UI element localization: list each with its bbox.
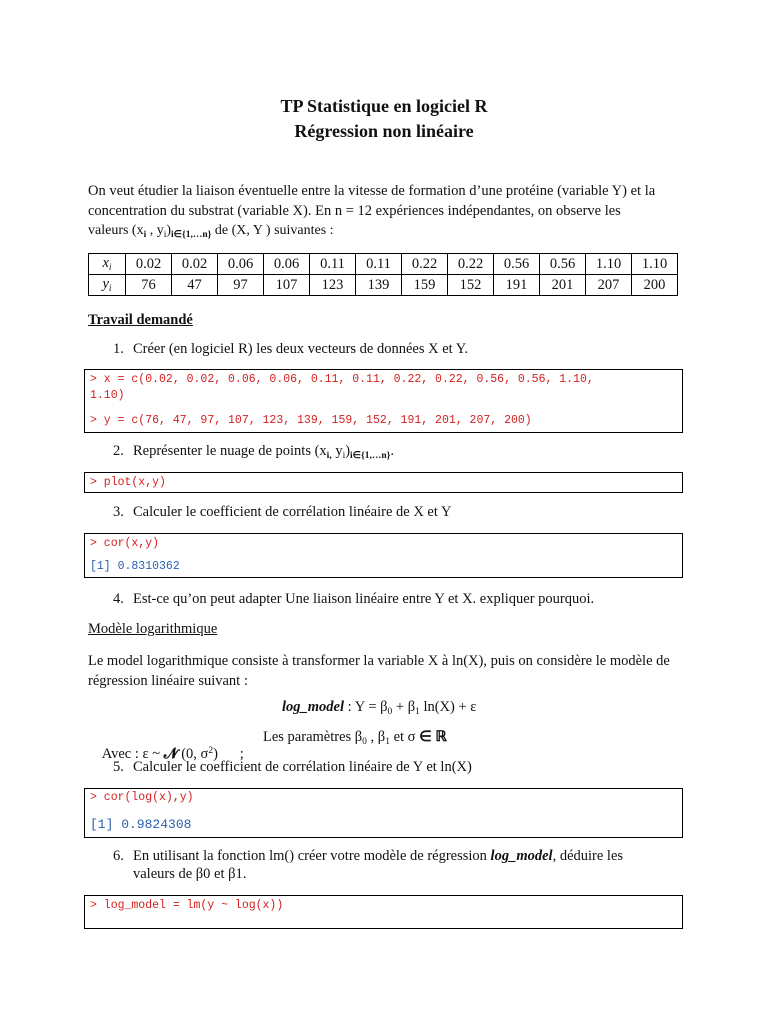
x-cell: 0.02 — [126, 254, 172, 275]
x-cell: 0.06 — [264, 254, 310, 275]
document-subtitle: Régression non linéaire — [294, 121, 474, 141]
intro-line-3 — [88, 221, 680, 245]
code-line: > cor(x,y) — [90, 537, 160, 550]
section-heading-travail: Travail demandé — [88, 312, 193, 328]
x-cell: 0.22 — [402, 254, 448, 275]
y-sub: i — [108, 284, 112, 294]
equation-text: + β — [392, 699, 416, 715]
question-6-line-1 — [133, 848, 680, 865]
item-number: 6. — [113, 848, 124, 864]
parameters-line — [263, 729, 447, 747]
y-cell: 97 — [218, 275, 264, 296]
question-4: Est-ce qu’on peut adapter Une liaison linéaire entre Y et X. expliquer pourquoi. — [133, 591, 595, 607]
intro-line-2: concentration du substrat (variable X). En n = 12 expériences indépendantes, on observe les — [88, 203, 621, 219]
code-line: > plot(x,y) — [90, 476, 166, 489]
table-row-y — [89, 275, 678, 296]
question-1: Créer (en logiciel R) les deux vecteurs de données X et Y. — [133, 341, 469, 357]
intro-text: , y — [146, 223, 164, 238]
y-cell: 47 — [172, 275, 218, 296]
q2-text: y — [331, 443, 343, 459]
section-heading-modele: Modèle logarithmique — [88, 621, 218, 637]
item-number: 5. — [113, 759, 124, 775]
real-set-symbol: ∈ ℝ — [419, 729, 447, 745]
model-line-2: régression linéaire suivant : — [88, 673, 248, 689]
y-label: y — [102, 276, 109, 292]
y-cell: 123 — [310, 275, 356, 296]
x-header-cell — [89, 254, 126, 275]
y-cell: 191 — [494, 275, 540, 296]
avec-text: (0, σ — [177, 746, 209, 762]
code-block-plot — [84, 472, 683, 493]
intro-text: valeurs (x — [88, 223, 144, 238]
x-label: x — [102, 255, 109, 271]
equation-model-name: log_model — [282, 699, 345, 715]
intro-sub: i — [163, 230, 167, 240]
q2-sub: i, — [326, 451, 332, 461]
q2-text: . — [390, 443, 394, 459]
equation-sub: 1 — [415, 707, 420, 717]
y-header-cell — [89, 275, 126, 296]
y-cell: 139 — [356, 275, 402, 296]
x-cell: 0.11 — [356, 254, 402, 275]
code-line: > log_model = lm(y ~ log(x)) — [90, 899, 284, 912]
equation-text: ln(X) + ε — [419, 699, 477, 715]
y-cell: 76 — [126, 275, 172, 296]
x-sub: i — [108, 263, 112, 273]
normal-symbol: 𝓝 — [163, 746, 178, 762]
x-cell: 1.10 — [586, 254, 632, 275]
model-paragraph — [88, 651, 680, 691]
item-number: 1. — [113, 341, 124, 357]
x-cell: 0.56 — [540, 254, 586, 275]
params-text: Les paramètres β — [263, 729, 363, 745]
intro-paragraph — [88, 181, 680, 245]
document-title: TP Statistique en logiciel R — [280, 96, 488, 116]
table-row-x — [89, 254, 678, 275]
code-line: > y = c(76, 47, 97, 107, 123, 139, 159, 152, 191, 201, 207, 200) — [90, 414, 532, 427]
x-cell: 0.56 — [494, 254, 540, 275]
code-output: [1] 0.9824308 — [90, 817, 192, 832]
code-block-lm — [84, 895, 683, 929]
question-6-line-2: valeurs de β0 et β1. — [133, 866, 247, 882]
y-cell: 159 — [402, 275, 448, 296]
code-line: > cor(log(x),y) — [90, 791, 194, 804]
intro-text: de (X, Y ) suivantes : — [211, 223, 334, 238]
x-cell: 0.06 — [218, 254, 264, 275]
item-number: 2. — [113, 443, 124, 459]
q6-model-name: log_model — [490, 848, 553, 864]
code-block-vectors — [84, 369, 683, 433]
item-number: 3. — [113, 504, 124, 520]
question-5: Calculer le coefficient de corrélation linéaire de Y et ln(X) — [133, 759, 472, 775]
question-2 — [133, 443, 394, 461]
y-cell: 207 — [586, 275, 632, 296]
intro-sub: i — [143, 230, 147, 240]
equation-text: : Y = β — [344, 699, 388, 715]
model-line-1: Le model logarithmique consiste à transformer la variable X à ln(X), puis on considère le modèle de — [88, 653, 670, 669]
params-text: et σ — [389, 729, 420, 745]
avec-text: ) ; — [213, 746, 244, 762]
question-6 — [133, 848, 680, 883]
y-cell: 107 — [264, 275, 310, 296]
q6-text: , déduire les — [552, 848, 624, 864]
item-number: 4. — [113, 591, 124, 607]
intro-text: ) — [166, 223, 172, 238]
code-line: 1.10) — [90, 389, 125, 402]
x-cell: 1.10 — [632, 254, 678, 275]
code-line: > x = c(0.02, 0.02, 0.06, 0.06, 0.11, 0.11, 0.22, 0.22, 0.56, 0.56, 1.10, — [90, 373, 594, 386]
q6-text: En utilisant la fonction lm() créer votre modèle de régression — [133, 848, 491, 864]
q2-text: ) — [345, 443, 351, 459]
avec-text: Avec : ε ~ — [101, 746, 164, 762]
intro-line-1: On veut étudier la liaison éventuelle entre la vitesse de formation d’une protéine (variable Y) et la — [88, 183, 656, 199]
data-table — [88, 253, 678, 296]
avec-sup: 2 — [208, 746, 214, 756]
y-cell: 201 — [540, 275, 586, 296]
intro-sub: i∈{1,…n} — [171, 230, 212, 240]
x-cell: 0.11 — [310, 254, 356, 275]
y-cell: 200 — [632, 275, 678, 296]
params-text: , β — [366, 729, 386, 745]
params-sub: 0 — [362, 737, 367, 747]
q2-text: Représenter le nuage de points (x — [133, 443, 327, 459]
model-equation — [282, 699, 476, 717]
code-block-cor — [84, 533, 683, 578]
params-sub: 1 — [385, 737, 390, 747]
code-output: [1] 0.8310362 — [90, 560, 180, 573]
x-cell: 0.22 — [448, 254, 494, 275]
y-cell: 152 — [448, 275, 494, 296]
question-3: Calculer le coefficient de corrélation linéaire de X et Y — [133, 504, 452, 520]
x-cell: 0.02 — [172, 254, 218, 275]
code-block-cor-log — [84, 788, 683, 838]
q2-sub: i — [342, 451, 346, 461]
equation-sub: 0 — [387, 707, 393, 717]
q2-sub: i∈{1,…n} — [350, 451, 391, 461]
